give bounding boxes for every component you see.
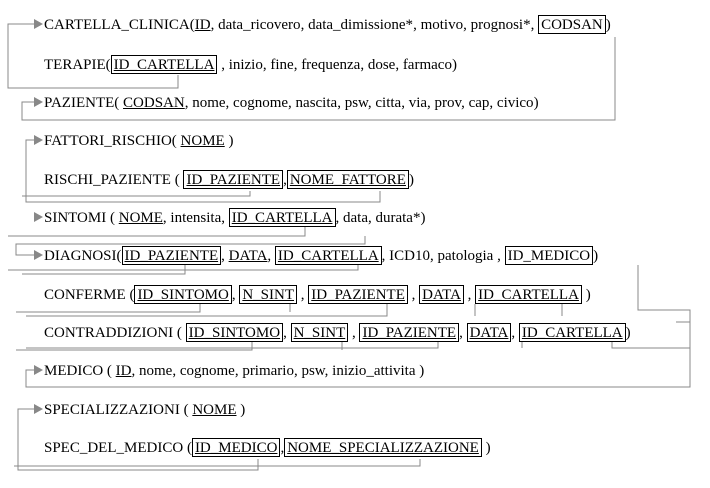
primary-key-field: CODSAN bbox=[123, 95, 185, 111]
attribute-field: inizio_attivita bbox=[332, 363, 416, 379]
field-separator: , bbox=[459, 325, 467, 341]
field-separator: , bbox=[530, 17, 539, 33]
connector-sintomi-cartella bbox=[8, 227, 305, 236]
field-separator: , bbox=[280, 440, 285, 456]
field-separator: , bbox=[221, 248, 229, 264]
table-name: MEDICO bbox=[44, 363, 104, 379]
attribute-field: dose bbox=[367, 57, 396, 73]
foreign-key-field: N_SINT bbox=[239, 285, 297, 304]
table-name: RISCHI_PAZIENTE bbox=[44, 172, 171, 188]
attribute-field: data_dimissione* bbox=[308, 17, 414, 33]
open-paren: ( bbox=[183, 440, 192, 456]
open-paren: ( bbox=[125, 287, 135, 303]
attribute-field: durata* bbox=[375, 210, 421, 226]
table-diagnosi bbox=[44, 247, 598, 265]
attribute-field: data bbox=[343, 210, 368, 226]
connector-diagnosi-cartella bbox=[8, 265, 358, 270]
open-paren: ( bbox=[106, 210, 119, 226]
field-separator: , bbox=[300, 17, 309, 33]
field-separator: , bbox=[283, 325, 291, 341]
connector-rischi-paziente bbox=[22, 191, 250, 196]
table-conferme bbox=[44, 286, 591, 304]
field-separator: , bbox=[288, 95, 296, 111]
attribute-field: psw bbox=[344, 95, 368, 111]
foreign-key-field: ID_PAZIENTE bbox=[183, 170, 283, 189]
primary-key-field: NOME bbox=[192, 402, 237, 418]
foreign-key-field: ID_MEDICO bbox=[192, 438, 281, 457]
field-separator: , bbox=[489, 95, 497, 111]
field-separator: , bbox=[337, 95, 345, 111]
table-name: SPEC_DEL_MEDICO bbox=[44, 440, 184, 456]
primary-key-field: DATA bbox=[228, 248, 268, 264]
attribute-field: psw bbox=[301, 363, 325, 379]
table-terapie bbox=[44, 56, 457, 74]
field-separator: , bbox=[293, 363, 302, 379]
field-separator: , bbox=[360, 57, 368, 73]
attribute-field: via bbox=[408, 95, 428, 111]
field-separator: , bbox=[463, 17, 471, 33]
table-name: TERAPIE bbox=[44, 57, 106, 73]
attribute-field: ICD10 bbox=[389, 248, 431, 264]
foreign-key-field: ID_CARTELLA bbox=[475, 285, 582, 304]
open-paren: ( bbox=[170, 172, 184, 188]
close-paren: ) bbox=[625, 325, 631, 341]
close-paren: ) bbox=[420, 210, 426, 226]
open-paren: ( bbox=[105, 57, 111, 73]
foreign-key-field: ID_CARTELLA bbox=[275, 246, 382, 265]
field-separator: , bbox=[297, 287, 309, 303]
field-separator: , bbox=[407, 287, 420, 303]
foreign-key-field: ID_CARTELLA bbox=[111, 55, 218, 74]
connector-spec-specializzazione bbox=[14, 459, 420, 466]
field-separator: , bbox=[184, 95, 193, 111]
field-separator: , bbox=[461, 95, 469, 111]
connector-contraddizioni-diagnosi bbox=[26, 342, 438, 348]
attribute-field: nascita bbox=[295, 95, 338, 111]
primary-key-field: NOME bbox=[180, 133, 225, 149]
close-paren: ) bbox=[408, 172, 414, 188]
field-separator: , bbox=[381, 248, 390, 264]
attribute-field: prov bbox=[434, 95, 462, 111]
attribute-field: prognosi* bbox=[470, 17, 531, 33]
field-separator: , bbox=[225, 95, 234, 111]
primary-key-field: ID bbox=[115, 363, 132, 379]
foreign-key-field: NOME_FATTORE bbox=[287, 170, 409, 189]
table-spec-del-medico bbox=[44, 439, 491, 457]
field-separator: , bbox=[293, 57, 302, 73]
connector-conferme-diagnosi bbox=[26, 304, 387, 316]
attribute-field: nome bbox=[139, 363, 173, 379]
field-separator: , bbox=[324, 363, 333, 379]
connector-contraddizioni-sintomi bbox=[16, 342, 252, 350]
foreign-key-field: ID_PAZIENTE bbox=[359, 323, 459, 342]
foreign-key-field: ID_PAZIENTE bbox=[308, 285, 408, 304]
foreign-key-field: ID_SINTOMO bbox=[134, 285, 231, 304]
foreign-key-field: DATA bbox=[419, 285, 464, 304]
field-separator: , bbox=[335, 210, 343, 226]
attribute-field: cap bbox=[468, 95, 490, 111]
arrowhead-paziente bbox=[34, 97, 43, 107]
field-separator: , bbox=[234, 363, 243, 379]
arrowhead-cartella bbox=[34, 19, 43, 29]
close-paren: ) bbox=[533, 95, 539, 111]
attribute-field: cognome bbox=[233, 95, 289, 111]
field-separator: , bbox=[367, 210, 376, 226]
close-paren: ) bbox=[451, 57, 457, 73]
open-paren: ( bbox=[116, 248, 122, 264]
table-medico bbox=[44, 362, 424, 380]
field-separator: , bbox=[463, 287, 476, 303]
field-separator: , bbox=[511, 325, 519, 341]
attribute-field: fine bbox=[270, 57, 294, 73]
table-paziente bbox=[44, 94, 539, 112]
arrowhead-diagnosi bbox=[34, 250, 43, 260]
arrowhead-sintomi bbox=[34, 212, 43, 222]
attribute-field: frequenza bbox=[301, 57, 361, 73]
foreign-key-field: ID_CARTELLA bbox=[229, 208, 336, 227]
field-separator: , bbox=[172, 363, 180, 379]
table-sintomi bbox=[44, 209, 425, 227]
field-separator: , bbox=[131, 363, 139, 379]
foreign-key-field: NOME_SPECIALIZZAZIONE bbox=[284, 438, 482, 457]
attribute-field: cognome bbox=[179, 363, 235, 379]
close-paren: ) bbox=[585, 287, 591, 303]
field-separator: , bbox=[427, 95, 435, 111]
field-separator: , bbox=[262, 57, 271, 73]
field-separator: , bbox=[162, 210, 171, 226]
table-contraddizioni bbox=[44, 324, 631, 342]
attribute-field: intensita bbox=[170, 210, 222, 226]
field-separator: , bbox=[267, 248, 275, 264]
foreign-key-field: CODSAN bbox=[538, 15, 606, 34]
open-paren: ( bbox=[173, 325, 186, 341]
table-name: CARTELLA_CLINICA bbox=[44, 17, 190, 33]
table-cartella-clinica bbox=[44, 16, 611, 34]
open-paren: ( bbox=[189, 17, 195, 33]
close-paren: ) bbox=[593, 248, 599, 264]
arrowhead-medico bbox=[34, 365, 43, 375]
connector-conferme-sintomi bbox=[16, 304, 200, 312]
arrowhead-fattori bbox=[34, 135, 43, 145]
attribute-field: nome bbox=[192, 95, 226, 111]
field-separator: , bbox=[395, 57, 403, 73]
attribute-field: farmaco bbox=[402, 57, 452, 73]
arrowhead-specializzazioni bbox=[34, 404, 43, 414]
field-separator: , bbox=[430, 248, 438, 264]
table-rischi-paziente bbox=[44, 171, 414, 189]
table-fattori-rischio bbox=[44, 132, 233, 150]
open-paren: ( bbox=[179, 402, 193, 418]
foreign-key-field: ID_CARTELLA bbox=[519, 323, 626, 342]
field-separator: , bbox=[413, 17, 421, 33]
table-name: FATTORI_RISCHIO bbox=[44, 133, 172, 149]
open-paren: ( bbox=[103, 363, 116, 379]
attribute-field: civico bbox=[496, 95, 534, 111]
close-paren: ) bbox=[485, 440, 491, 456]
foreign-key-field: N_SINT bbox=[291, 323, 349, 342]
close-paren: ) bbox=[228, 133, 234, 149]
field-separator: , bbox=[231, 287, 240, 303]
table-name: CONFERME bbox=[44, 287, 126, 303]
table-specializzazioni bbox=[44, 401, 245, 419]
foreign-key-field: ID_SINTOMO bbox=[186, 323, 283, 342]
close-paren: ) bbox=[419, 363, 425, 379]
foreign-key-field: ID_MEDICO bbox=[505, 246, 594, 265]
open-paren: ( bbox=[171, 133, 181, 149]
field-separator: , bbox=[283, 172, 287, 188]
open-paren: ( bbox=[114, 95, 124, 111]
primary-key-field: NOME bbox=[118, 210, 163, 226]
attribute-field: patologia bbox=[437, 248, 494, 264]
primary-key-field: ID bbox=[194, 17, 211, 33]
table-name: PAZIENTE bbox=[44, 95, 115, 111]
attribute-field: inizio bbox=[228, 57, 263, 73]
field-separator: , bbox=[221, 210, 229, 226]
attribute-field: data_ricovero bbox=[218, 17, 301, 33]
table-name: DIAGNOSI bbox=[44, 248, 117, 264]
field-separator: , bbox=[210, 17, 219, 33]
table-name: SINTOMI bbox=[44, 210, 107, 226]
table-name: CONTRADDIZIONI bbox=[44, 325, 174, 341]
field-separator: , bbox=[401, 95, 409, 111]
attribute-field: citta bbox=[375, 95, 402, 111]
attribute-field: primario bbox=[242, 363, 294, 379]
field-separator: , bbox=[217, 57, 229, 73]
foreign-key-field: DATA bbox=[467, 323, 512, 342]
field-separator: , bbox=[348, 325, 360, 341]
close-paren: ) bbox=[605, 17, 611, 33]
attribute-field: motivo bbox=[420, 17, 464, 33]
field-separator: , bbox=[367, 95, 376, 111]
close-paren: ) bbox=[240, 402, 246, 418]
foreign-key-field: ID_PAZIENTE bbox=[122, 246, 222, 265]
table-name: SPECIALIZZAZIONI bbox=[44, 402, 180, 418]
field-separator: , bbox=[493, 248, 505, 264]
